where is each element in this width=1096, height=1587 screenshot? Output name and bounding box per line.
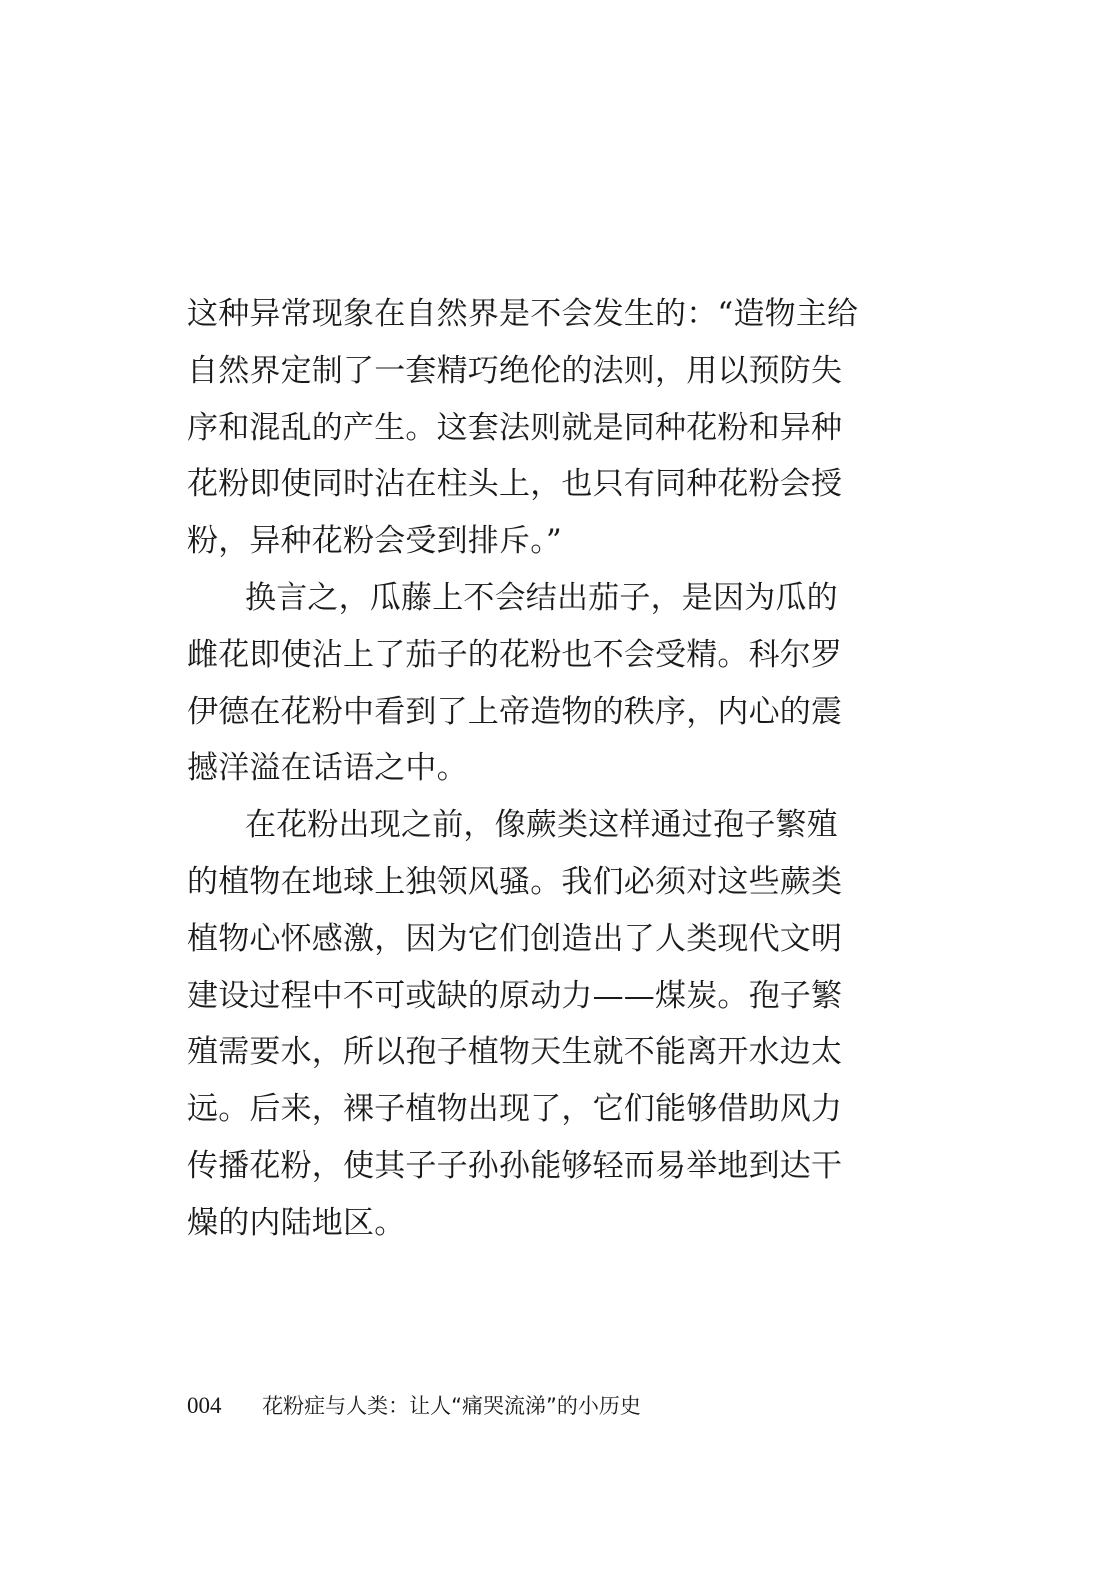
text-line: 植物心怀感激，因为它们创造出了人类现代文明 [187, 920, 843, 957]
paragraph-3 [187, 797, 843, 1251]
text-line: 换言之，瓜藤上不会结出茄子，是因为瓜的 [245, 579, 838, 616]
text-line: 粉，异种花粉会受到排斥。” [187, 523, 562, 560]
text-line: 在花粉出现之前，像蕨类这样通过孢子繁殖 [245, 807, 838, 844]
text-line: 燥的内陆地区。 [187, 1204, 406, 1241]
page-body [187, 286, 859, 1252]
paragraph-2 [187, 570, 843, 797]
text-line: 殖需要水，所以孢子植物天生就不能离开水边太 [187, 1034, 843, 1071]
text-line: 序和混乱的产生。这套法则就是同种花粉和异种 [187, 409, 843, 446]
running-title: 花粉症与人类：让人“痛哭流涕”的小历史 [262, 1394, 641, 1418]
paragraph-1 [187, 286, 859, 570]
text-line: 传播花粉，使其子子孙孙能够轻而易举地到达干 [187, 1147, 843, 1184]
text-line: 的植物在地球上独领风骚。我们必须对这些蕨类 [187, 863, 843, 900]
text-line: 这种异常现象在自然界是不会发生的：“造物主给 [187, 296, 859, 332]
text-line: 远。后来，裸子植物出现了，它们能够借助风力 [187, 1091, 843, 1128]
text-line: 自然界定制了一套精巧绝伦的法则，用以预防失 [187, 352, 843, 389]
text-line: 建设过程中不可或缺的原动力——煤炭。孢子繁 [187, 977, 843, 1014]
text-line: 伊德在花粉中看到了上帝造物的秩序，内心的震 [187, 693, 843, 730]
text-line: 雌花即使沾上了茄子的花粉也不会受精。科尔罗 [187, 636, 843, 673]
text-line: 花粉即使同时沾在柱头上，也只有同种花粉会授 [187, 466, 843, 503]
page-number: 004 [187, 1393, 222, 1418]
page-footer [187, 1390, 641, 1422]
text-line: 撼洋溢在话语之中。 [187, 750, 468, 787]
